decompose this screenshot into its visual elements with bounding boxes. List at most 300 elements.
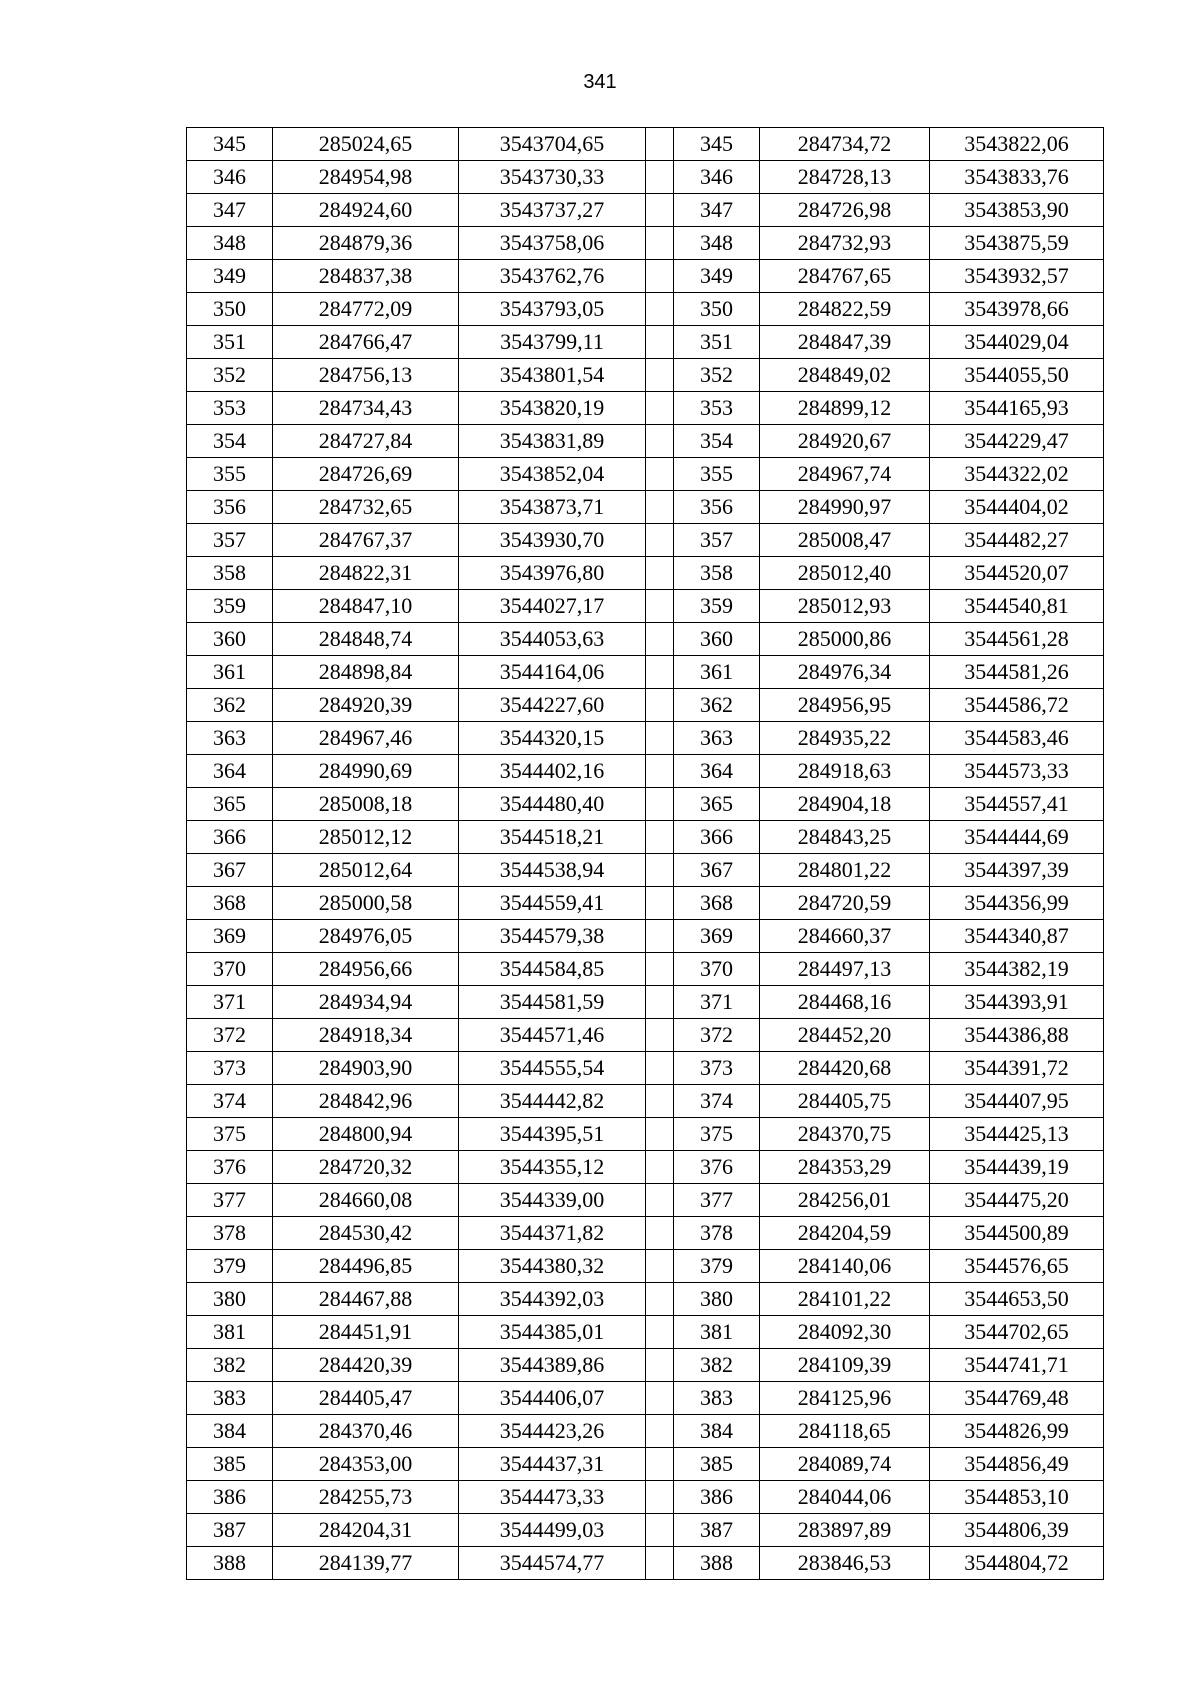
x-coordinate-right-cell: 284497,13 [760, 953, 930, 986]
point-number-left-cell: 351 [187, 326, 273, 359]
spacer-cell [646, 887, 674, 920]
y-coordinate-left-cell: 3544320,15 [459, 722, 646, 755]
y-coordinate-right-cell: 3544804,72 [930, 1547, 1104, 1580]
point-number-right-cell: 360 [674, 623, 760, 656]
x-coordinate-right-cell: 284734,72 [760, 128, 930, 161]
point-number-left-cell: 386 [187, 1481, 273, 1514]
coordinates-table-body [187, 128, 1104, 1580]
point-number-left-cell: 387 [187, 1514, 273, 1547]
point-number-right-cell: 385 [674, 1448, 760, 1481]
table-row [187, 1481, 1104, 1514]
y-coordinate-right-cell: 3544856,49 [930, 1448, 1104, 1481]
point-number-left-cell: 356 [187, 491, 273, 524]
point-number-right-cell: 353 [674, 392, 760, 425]
y-coordinate-left-cell: 3544385,01 [459, 1316, 646, 1349]
table-row [187, 524, 1104, 557]
table-row [187, 1415, 1104, 1448]
x-coordinate-right-cell: 284843,25 [760, 821, 930, 854]
point-number-left-cell: 372 [187, 1019, 273, 1052]
y-coordinate-right-cell: 3543822,06 [930, 128, 1104, 161]
point-number-right-cell: 352 [674, 359, 760, 392]
x-coordinate-left-cell: 285012,12 [273, 821, 459, 854]
spacer-cell [646, 623, 674, 656]
y-coordinate-right-cell: 3544393,91 [930, 986, 1104, 1019]
table-row [187, 1250, 1104, 1283]
table-row [187, 491, 1104, 524]
y-coordinate-right-cell: 3543833,76 [930, 161, 1104, 194]
y-coordinate-left-cell: 3544406,07 [459, 1382, 646, 1415]
x-coordinate-left-cell: 284920,39 [273, 689, 459, 722]
y-coordinate-left-cell: 3543737,27 [459, 194, 646, 227]
point-number-left-cell: 381 [187, 1316, 273, 1349]
x-coordinate-left-cell: 284934,94 [273, 986, 459, 1019]
table-row [187, 161, 1104, 194]
table-row [187, 128, 1104, 161]
y-coordinate-left-cell: 3543762,76 [459, 260, 646, 293]
x-coordinate-left-cell: 284879,36 [273, 227, 459, 260]
x-coordinate-right-cell: 284452,20 [760, 1019, 930, 1052]
point-number-left-cell: 376 [187, 1151, 273, 1184]
x-coordinate-right-cell: 284920,67 [760, 425, 930, 458]
y-coordinate-left-cell: 3544437,31 [459, 1448, 646, 1481]
spacer-cell [646, 425, 674, 458]
point-number-left-cell: 362 [187, 689, 273, 722]
point-number-left-cell: 358 [187, 557, 273, 590]
y-coordinate-left-cell: 3543730,33 [459, 161, 646, 194]
point-number-right-cell: 355 [674, 458, 760, 491]
x-coordinate-left-cell: 284954,98 [273, 161, 459, 194]
point-number-left-cell: 360 [187, 623, 273, 656]
x-coordinate-left-cell: 284720,32 [273, 1151, 459, 1184]
table-row [187, 1085, 1104, 1118]
x-coordinate-left-cell: 284255,73 [273, 1481, 459, 1514]
x-coordinate-left-cell: 284204,31 [273, 1514, 459, 1547]
spacer-cell [646, 1547, 674, 1580]
x-coordinate-left-cell: 284530,42 [273, 1217, 459, 1250]
point-number-right-cell: 346 [674, 161, 760, 194]
y-coordinate-left-cell: 3543873,71 [459, 491, 646, 524]
y-coordinate-left-cell: 3544579,38 [459, 920, 646, 953]
y-coordinate-right-cell: 3544029,04 [930, 326, 1104, 359]
table-row [187, 425, 1104, 458]
point-number-right-cell: 382 [674, 1349, 760, 1382]
y-coordinate-right-cell: 3544540,81 [930, 590, 1104, 623]
y-coordinate-right-cell: 3544407,95 [930, 1085, 1104, 1118]
point-number-right-cell: 381 [674, 1316, 760, 1349]
x-coordinate-left-cell: 284924,60 [273, 194, 459, 227]
y-coordinate-right-cell: 3544561,28 [930, 623, 1104, 656]
point-number-right-cell: 366 [674, 821, 760, 854]
x-coordinate-right-cell: 284118,65 [760, 1415, 930, 1448]
x-coordinate-right-cell: 284468,16 [760, 986, 930, 1019]
point-number-right-cell: 379 [674, 1250, 760, 1283]
y-coordinate-left-cell: 3543799,11 [459, 326, 646, 359]
page-number: 341 [583, 71, 617, 93]
table-row [187, 590, 1104, 623]
point-number-right-cell: 383 [674, 1382, 760, 1415]
spacer-cell [646, 161, 674, 194]
table-row [187, 194, 1104, 227]
point-number-right-cell: 374 [674, 1085, 760, 1118]
spacer-cell [646, 722, 674, 755]
y-coordinate-right-cell: 3544404,02 [930, 491, 1104, 524]
y-coordinate-right-cell: 3544382,19 [930, 953, 1104, 986]
spacer-cell [646, 1217, 674, 1250]
table-row [187, 1349, 1104, 1382]
table-row [187, 1547, 1104, 1580]
x-coordinate-right-cell: 284405,75 [760, 1085, 930, 1118]
point-number-right-cell: 363 [674, 722, 760, 755]
point-number-right-cell: 386 [674, 1481, 760, 1514]
spacer-cell [646, 227, 674, 260]
point-number-right-cell: 384 [674, 1415, 760, 1448]
point-number-left-cell: 347 [187, 194, 273, 227]
table-row [187, 260, 1104, 293]
table-row [187, 1118, 1104, 1151]
x-coordinate-left-cell: 285000,58 [273, 887, 459, 920]
table-row [187, 788, 1104, 821]
table-row [187, 1283, 1104, 1316]
table-row [187, 854, 1104, 887]
y-coordinate-left-cell: 3544518,21 [459, 821, 646, 854]
y-coordinate-left-cell: 3543930,70 [459, 524, 646, 557]
point-number-left-cell: 365 [187, 788, 273, 821]
point-number-left-cell: 364 [187, 755, 273, 788]
point-number-right-cell: 364 [674, 755, 760, 788]
spacer-cell [646, 986, 674, 1019]
point-number-left-cell: 355 [187, 458, 273, 491]
spacer-cell [646, 1514, 674, 1547]
y-coordinate-left-cell: 3544473,33 [459, 1481, 646, 1514]
x-coordinate-right-cell: 284847,39 [760, 326, 930, 359]
table-row [187, 1019, 1104, 1052]
point-number-right-cell: 361 [674, 656, 760, 689]
spacer-cell [646, 1151, 674, 1184]
x-coordinate-right-cell: 285000,86 [760, 623, 930, 656]
y-coordinate-right-cell: 3543978,66 [930, 293, 1104, 326]
table-row [187, 821, 1104, 854]
y-coordinate-left-cell: 3544581,59 [459, 986, 646, 1019]
y-coordinate-right-cell: 3544425,13 [930, 1118, 1104, 1151]
table-row [187, 1217, 1104, 1250]
y-coordinate-right-cell: 3544444,69 [930, 821, 1104, 854]
x-coordinate-right-cell: 284956,95 [760, 689, 930, 722]
spacer-cell [646, 557, 674, 590]
spacer-cell [646, 392, 674, 425]
y-coordinate-left-cell: 3543793,05 [459, 293, 646, 326]
point-number-right-cell: 345 [674, 128, 760, 161]
spacer-cell [646, 128, 674, 161]
spacer-cell [646, 293, 674, 326]
x-coordinate-left-cell: 284918,34 [273, 1019, 459, 1052]
point-number-left-cell: 379 [187, 1250, 273, 1283]
spacer-cell [646, 1052, 674, 1085]
x-coordinate-left-cell: 284767,37 [273, 524, 459, 557]
spacer-cell [646, 194, 674, 227]
spacer-cell [646, 1349, 674, 1382]
y-coordinate-right-cell: 3544439,19 [930, 1151, 1104, 1184]
y-coordinate-right-cell: 3544576,65 [930, 1250, 1104, 1283]
point-number-right-cell: 373 [674, 1052, 760, 1085]
x-coordinate-left-cell: 285012,64 [273, 854, 459, 887]
point-number-right-cell: 388 [674, 1547, 760, 1580]
y-coordinate-right-cell: 3544340,87 [930, 920, 1104, 953]
point-number-right-cell: 387 [674, 1514, 760, 1547]
point-number-right-cell: 376 [674, 1151, 760, 1184]
table-row [187, 1151, 1104, 1184]
table-row [187, 689, 1104, 722]
point-number-left-cell: 357 [187, 524, 273, 557]
x-coordinate-right-cell: 284822,59 [760, 293, 930, 326]
x-coordinate-left-cell: 285024,65 [273, 128, 459, 161]
x-coordinate-left-cell: 284772,09 [273, 293, 459, 326]
x-coordinate-right-cell: 284370,75 [760, 1118, 930, 1151]
x-coordinate-right-cell: 284660,37 [760, 920, 930, 953]
x-coordinate-right-cell: 284918,63 [760, 755, 930, 788]
x-coordinate-left-cell: 284898,84 [273, 656, 459, 689]
point-number-right-cell: 358 [674, 557, 760, 590]
x-coordinate-right-cell: 284204,59 [760, 1217, 930, 1250]
x-coordinate-right-cell: 284904,18 [760, 788, 930, 821]
y-coordinate-left-cell: 3543976,80 [459, 557, 646, 590]
point-number-right-cell: 367 [674, 854, 760, 887]
y-coordinate-right-cell: 3544500,89 [930, 1217, 1104, 1250]
point-number-right-cell: 354 [674, 425, 760, 458]
y-coordinate-right-cell: 3544165,93 [930, 392, 1104, 425]
point-number-right-cell: 377 [674, 1184, 760, 1217]
x-coordinate-left-cell: 284976,05 [273, 920, 459, 953]
x-coordinate-left-cell: 284353,00 [273, 1448, 459, 1481]
x-coordinate-left-cell: 284139,77 [273, 1547, 459, 1580]
point-number-left-cell: 375 [187, 1118, 273, 1151]
y-coordinate-right-cell: 3544853,10 [930, 1481, 1104, 1514]
spacer-cell [646, 590, 674, 623]
y-coordinate-left-cell: 3544555,54 [459, 1052, 646, 1085]
point-number-right-cell: 369 [674, 920, 760, 953]
spacer-cell [646, 1481, 674, 1514]
point-number-right-cell: 351 [674, 326, 760, 359]
y-coordinate-left-cell: 3544053,63 [459, 623, 646, 656]
y-coordinate-right-cell: 3544702,65 [930, 1316, 1104, 1349]
x-coordinate-left-cell: 284727,84 [273, 425, 459, 458]
y-coordinate-left-cell: 3544574,77 [459, 1547, 646, 1580]
y-coordinate-right-cell: 3544482,27 [930, 524, 1104, 557]
y-coordinate-left-cell: 3543831,89 [459, 425, 646, 458]
y-coordinate-right-cell: 3544356,99 [930, 887, 1104, 920]
spacer-cell [646, 755, 674, 788]
point-number-left-cell: 368 [187, 887, 273, 920]
x-coordinate-right-cell: 284140,06 [760, 1250, 930, 1283]
table-row [187, 392, 1104, 425]
point-number-left-cell: 377 [187, 1184, 273, 1217]
x-coordinate-right-cell: 284101,22 [760, 1283, 930, 1316]
y-coordinate-left-cell: 3543852,04 [459, 458, 646, 491]
y-coordinate-right-cell: 3543853,90 [930, 194, 1104, 227]
point-number-left-cell: 384 [187, 1415, 273, 1448]
y-coordinate-left-cell: 3544371,82 [459, 1217, 646, 1250]
x-coordinate-right-cell: 284092,30 [760, 1316, 930, 1349]
point-number-left-cell: 374 [187, 1085, 273, 1118]
y-coordinate-left-cell: 3544389,86 [459, 1349, 646, 1382]
y-coordinate-left-cell: 3544395,51 [459, 1118, 646, 1151]
point-number-left-cell: 353 [187, 392, 273, 425]
y-coordinate-left-cell: 3544339,00 [459, 1184, 646, 1217]
x-coordinate-right-cell: 284990,97 [760, 491, 930, 524]
point-number-left-cell: 380 [187, 1283, 273, 1316]
point-number-left-cell: 385 [187, 1448, 273, 1481]
y-coordinate-left-cell: 3544164,06 [459, 656, 646, 689]
point-number-right-cell: 356 [674, 491, 760, 524]
y-coordinate-left-cell: 3544499,03 [459, 1514, 646, 1547]
point-number-right-cell: 357 [674, 524, 760, 557]
x-coordinate-right-cell: 284849,02 [760, 359, 930, 392]
spacer-cell [646, 1382, 674, 1415]
point-number-left-cell: 378 [187, 1217, 273, 1250]
point-number-right-cell: 371 [674, 986, 760, 1019]
x-coordinate-right-cell: 284728,13 [760, 161, 930, 194]
x-coordinate-right-cell: 284767,65 [760, 260, 930, 293]
y-coordinate-left-cell: 3544423,26 [459, 1415, 646, 1448]
x-coordinate-left-cell: 284967,46 [273, 722, 459, 755]
x-coordinate-right-cell: 283897,89 [760, 1514, 930, 1547]
point-number-left-cell: 348 [187, 227, 273, 260]
x-coordinate-right-cell: 284089,74 [760, 1448, 930, 1481]
spacer-cell [646, 953, 674, 986]
y-coordinate-right-cell: 3544386,88 [930, 1019, 1104, 1052]
table-row [187, 1052, 1104, 1085]
y-coordinate-left-cell: 3544559,41 [459, 887, 646, 920]
x-coordinate-left-cell: 284451,91 [273, 1316, 459, 1349]
x-coordinate-right-cell: 284420,68 [760, 1052, 930, 1085]
spacer-cell [646, 1415, 674, 1448]
point-number-left-cell: 363 [187, 722, 273, 755]
spacer-cell [646, 1250, 674, 1283]
spacer-cell [646, 1118, 674, 1151]
x-coordinate-left-cell: 284405,47 [273, 1382, 459, 1415]
point-number-left-cell: 359 [187, 590, 273, 623]
x-coordinate-left-cell: 284848,74 [273, 623, 459, 656]
table-row [187, 557, 1104, 590]
x-coordinate-left-cell: 284726,69 [273, 458, 459, 491]
point-number-right-cell: 372 [674, 1019, 760, 1052]
spacer-cell [646, 359, 674, 392]
point-number-left-cell: 349 [187, 260, 273, 293]
table-row [187, 1316, 1104, 1349]
table-row [187, 722, 1104, 755]
point-number-right-cell: 359 [674, 590, 760, 623]
point-number-left-cell: 352 [187, 359, 273, 392]
x-coordinate-left-cell: 284766,47 [273, 326, 459, 359]
y-coordinate-right-cell: 3544586,72 [930, 689, 1104, 722]
y-coordinate-right-cell: 3544397,39 [930, 854, 1104, 887]
table-row [187, 656, 1104, 689]
point-number-right-cell: 347 [674, 194, 760, 227]
table-row [187, 1382, 1104, 1415]
x-coordinate-left-cell: 284800,94 [273, 1118, 459, 1151]
x-coordinate-left-cell: 284956,66 [273, 953, 459, 986]
x-coordinate-left-cell: 284370,46 [273, 1415, 459, 1448]
y-coordinate-right-cell: 3544391,72 [930, 1052, 1104, 1085]
point-number-right-cell: 348 [674, 227, 760, 260]
spacer-cell [646, 326, 674, 359]
table-row [187, 920, 1104, 953]
y-coordinate-left-cell: 3543801,54 [459, 359, 646, 392]
x-coordinate-right-cell: 284899,12 [760, 392, 930, 425]
y-coordinate-right-cell: 3544557,41 [930, 788, 1104, 821]
table-row [187, 1514, 1104, 1547]
point-number-right-cell: 349 [674, 260, 760, 293]
table-row [187, 326, 1104, 359]
y-coordinate-left-cell: 3544538,94 [459, 854, 646, 887]
spacer-cell [646, 920, 674, 953]
y-coordinate-right-cell: 3544229,47 [930, 425, 1104, 458]
point-number-left-cell: 373 [187, 1052, 273, 1085]
point-number-right-cell: 378 [674, 1217, 760, 1250]
x-coordinate-right-cell: 284125,96 [760, 1382, 930, 1415]
y-coordinate-left-cell: 3543758,06 [459, 227, 646, 260]
spacer-cell [646, 821, 674, 854]
table-row [187, 293, 1104, 326]
point-number-right-cell: 362 [674, 689, 760, 722]
spacer-cell [646, 1316, 674, 1349]
point-number-right-cell: 350 [674, 293, 760, 326]
spacer-cell [646, 260, 674, 293]
y-coordinate-right-cell: 3544826,99 [930, 1415, 1104, 1448]
y-coordinate-left-cell: 3544380,32 [459, 1250, 646, 1283]
y-coordinate-right-cell: 3544741,71 [930, 1349, 1104, 1382]
point-number-right-cell: 365 [674, 788, 760, 821]
x-coordinate-left-cell: 284837,38 [273, 260, 459, 293]
x-coordinate-right-cell: 284935,22 [760, 722, 930, 755]
x-coordinate-right-cell: 284801,22 [760, 854, 930, 887]
point-number-left-cell: 382 [187, 1349, 273, 1382]
x-coordinate-left-cell: 284990,69 [273, 755, 459, 788]
x-coordinate-left-cell: 284496,85 [273, 1250, 459, 1283]
point-number-left-cell: 369 [187, 920, 273, 953]
point-number-left-cell: 346 [187, 161, 273, 194]
y-coordinate-left-cell: 3544392,03 [459, 1283, 646, 1316]
x-coordinate-left-cell: 284420,39 [273, 1349, 459, 1382]
y-coordinate-right-cell: 3544581,26 [930, 656, 1104, 689]
x-coordinate-right-cell: 284109,39 [760, 1349, 930, 1382]
y-coordinate-left-cell: 3544402,16 [459, 755, 646, 788]
table-row [187, 953, 1104, 986]
y-coordinate-right-cell: 3544653,50 [930, 1283, 1104, 1316]
y-coordinate-left-cell: 3544027,17 [459, 590, 646, 623]
point-number-right-cell: 375 [674, 1118, 760, 1151]
point-number-left-cell: 354 [187, 425, 273, 458]
table-row [187, 887, 1104, 920]
point-number-left-cell: 383 [187, 1382, 273, 1415]
point-number-left-cell: 388 [187, 1547, 273, 1580]
x-coordinate-left-cell: 285008,18 [273, 788, 459, 821]
x-coordinate-right-cell: 284726,98 [760, 194, 930, 227]
y-coordinate-left-cell: 3544480,40 [459, 788, 646, 821]
y-coordinate-right-cell: 3544573,33 [930, 755, 1104, 788]
table-row [187, 986, 1104, 1019]
y-coordinate-right-cell: 3544520,07 [930, 557, 1104, 590]
x-coordinate-right-cell: 285008,47 [760, 524, 930, 557]
x-coordinate-right-cell: 284976,34 [760, 656, 930, 689]
x-coordinate-right-cell: 284044,06 [760, 1481, 930, 1514]
x-coordinate-right-cell: 284967,74 [760, 458, 930, 491]
x-coordinate-right-cell: 284720,59 [760, 887, 930, 920]
x-coordinate-right-cell: 285012,40 [760, 557, 930, 590]
y-coordinate-right-cell: 3544806,39 [930, 1514, 1104, 1547]
x-coordinate-left-cell: 284842,96 [273, 1085, 459, 1118]
y-coordinate-right-cell: 3544583,46 [930, 722, 1104, 755]
y-coordinate-right-cell: 3543875,59 [930, 227, 1104, 260]
